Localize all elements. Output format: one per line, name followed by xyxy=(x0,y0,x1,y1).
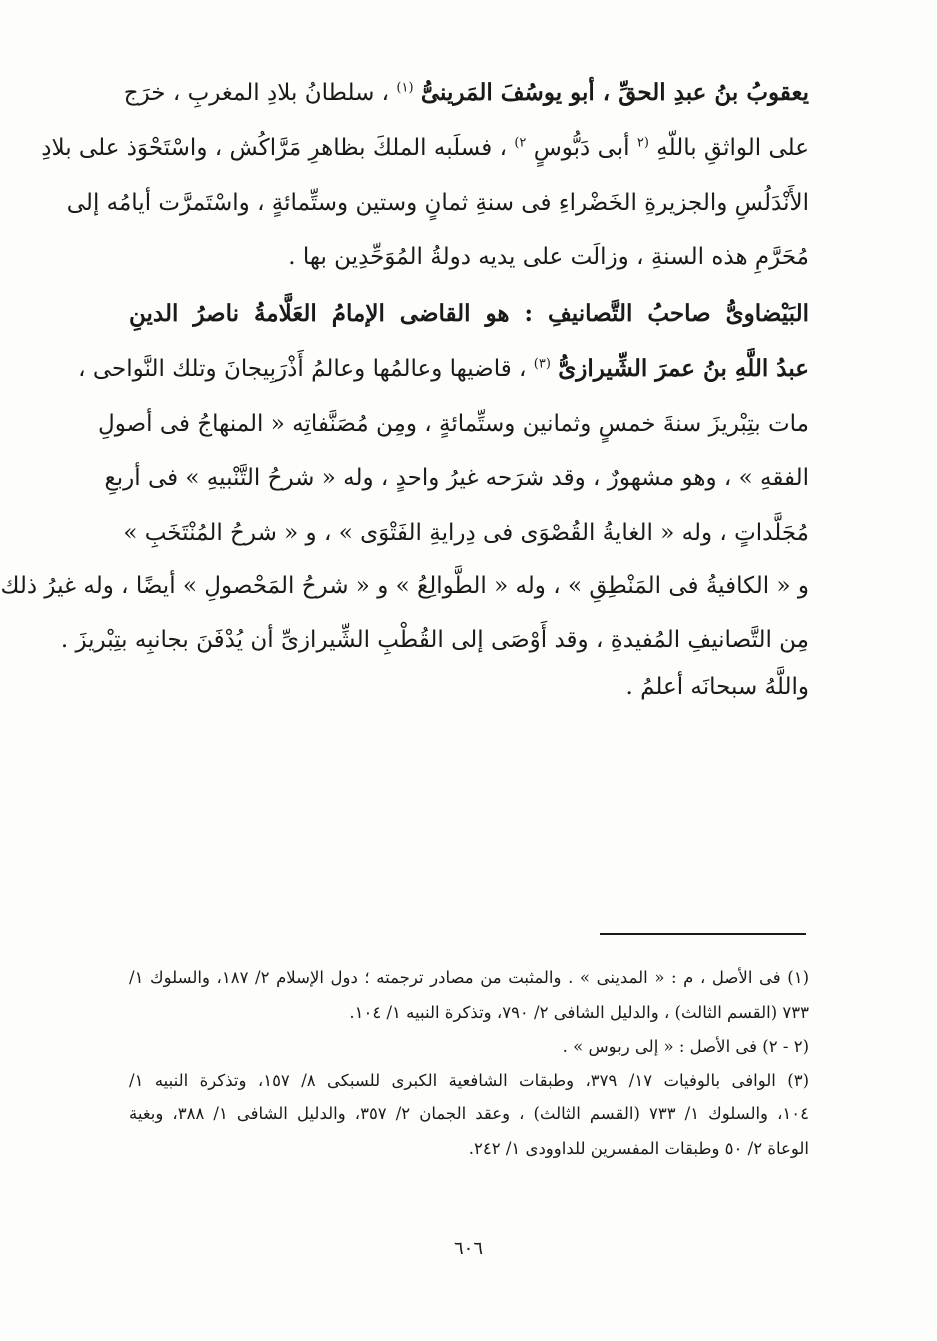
footnote-marker-2-open: (٢ xyxy=(636,135,649,151)
footnote-line-4: (٣) الوافى بالوفيات ١٧/ ٣٧٩، وطبقات الشافعية الكبرى للسبكى ٨/ ١٥٧، وتذكرة النبيه ١/ xyxy=(129,1071,809,1090)
body-line-3 xyxy=(66,183,809,223)
body-text: ، فسلَبه الملكَ بظاهرِ مَرَّاكُش ، واسْتَحْوَذ على بلادِ xyxy=(41,135,507,161)
footnote-line-3: (٢ - ٢) فى الأصل : « إلى ربوس » . xyxy=(562,1037,809,1056)
entry-heading-name: عبدُ اللَّهِ بنُ عمرَ الشِّيرازىُّ xyxy=(558,355,809,382)
body-text: مُجَلَّداتٍ ، وله « الغايةُ القُصْوَى فى دِرايةِ الفَتْوَى » ، و « شرحُ المُنْتَخَبِ » xyxy=(123,520,809,546)
body-line-12 xyxy=(129,667,809,707)
body-text: مُحَرَّمِ هذه السنةِ ، وزالَت على يديه دولةُ المُوَحِّدِين بها . xyxy=(288,244,809,270)
entry-heading-baydawi: البَيْضاوىُّ صاحبُ التَّصانيفِ : هو القاضى الإمامُ العَلَّامةُ ناصرُ الدينِ xyxy=(129,300,809,327)
body-line-6 xyxy=(78,349,809,389)
page-number: ٦٠٦ xyxy=(453,1238,483,1259)
body-text: مات بتِبْريزَ سنةَ خمسٍ وثمانين وستِّمائةٍ ، ومِن مُصَنَّفاتِه « المنهاجُ فى أصولِ xyxy=(98,411,809,437)
body-text: و « الكافيةُ فى المَنْطِقِ » ، وله « الطَّوالِعُ » و « شرحُ المَحْصولِ » أيضًا ، وله غيرُ ذلك xyxy=(0,573,809,599)
footnote-marker-1: (١) xyxy=(396,80,414,96)
body-line-5 xyxy=(129,294,809,334)
footnote-line-1: (١) فى الأصل ، م : « المدينى » . والمثبت من مصادر ترجمته ؛ دول الإسلام ٢/ ١٨٧، والسلوك ١/ xyxy=(129,968,809,987)
body-line-2 xyxy=(41,128,809,168)
body-line-10 xyxy=(0,566,809,606)
footnote-marker-2-close: ٢) xyxy=(514,135,527,151)
body-text: الفقهِ » ، وهو مشهورٌ ، وقد شرَحه غيرُ واحدٍ ، وله « شرحُ التَّنْبيهِ » فى أربعِ xyxy=(104,465,809,491)
body-line-11 xyxy=(60,620,809,660)
body-text: أبى دَبُّوسٍ xyxy=(533,135,630,161)
body-text: ، سلطانُ بلادِ المغربِ ، خرَج xyxy=(123,80,390,106)
body-line-1 xyxy=(123,73,809,113)
body-text: واللَّهُ سبحانَه أعلمُ . xyxy=(625,674,809,700)
body-text: الأَنْدَلُسِ والجزيرةِ الخَضْراءِ فى سنةِ ثمانٍ وستين وستِّمائةٍ ، واسْتَمرَّت أيامُه إلى xyxy=(66,190,809,216)
body-line-7 xyxy=(98,404,809,444)
body-text: على الواثقِ باللّهِ xyxy=(656,135,809,161)
footnote-line-6: الوعاة ٢/ ٥٠ وطبقات المفسرين للداوودى ١/ ٢٤٢. xyxy=(468,1139,809,1158)
entry-heading-yaqub: يعقوبُ بنُ عبدِ الحقِّ ، أبو يوسُفَ المَرينىُّ xyxy=(420,79,809,106)
footnote-line-2: ٧٣٣ (القسم الثالث) ، والدليل الشافى ٢/ ٧٩٠، وتذكرة النبيه ١/ ١٠٤. xyxy=(349,1003,809,1022)
body-text: ، قاضيها وعالمُها وعالمُ أَذْرَبِيجانَ وتلك النَّواحى ، xyxy=(78,356,527,382)
footnote-separator xyxy=(600,933,806,935)
footnote-marker-3: (٣) xyxy=(533,356,551,372)
body-line-8 xyxy=(104,458,809,498)
body-line-9 xyxy=(123,513,809,553)
body-text: مِن التَّصانيفِ المُفيدةِ ، وقد أَوْصَى إلى القُطْبِ الشِّيرازىِّ أن يُدْفَنَ بجانبِه بتِبْريزَ . xyxy=(60,627,809,653)
footnote-line-5: ١٠٤، والسلوك ١/ ٧٣٣ (القسم الثالث) ، وعقد الجمان ٢/ ٣٥٧، والدليل الشافى ١/ ٣٨٨، وبغية xyxy=(129,1104,809,1123)
body-line-4 xyxy=(129,237,809,277)
